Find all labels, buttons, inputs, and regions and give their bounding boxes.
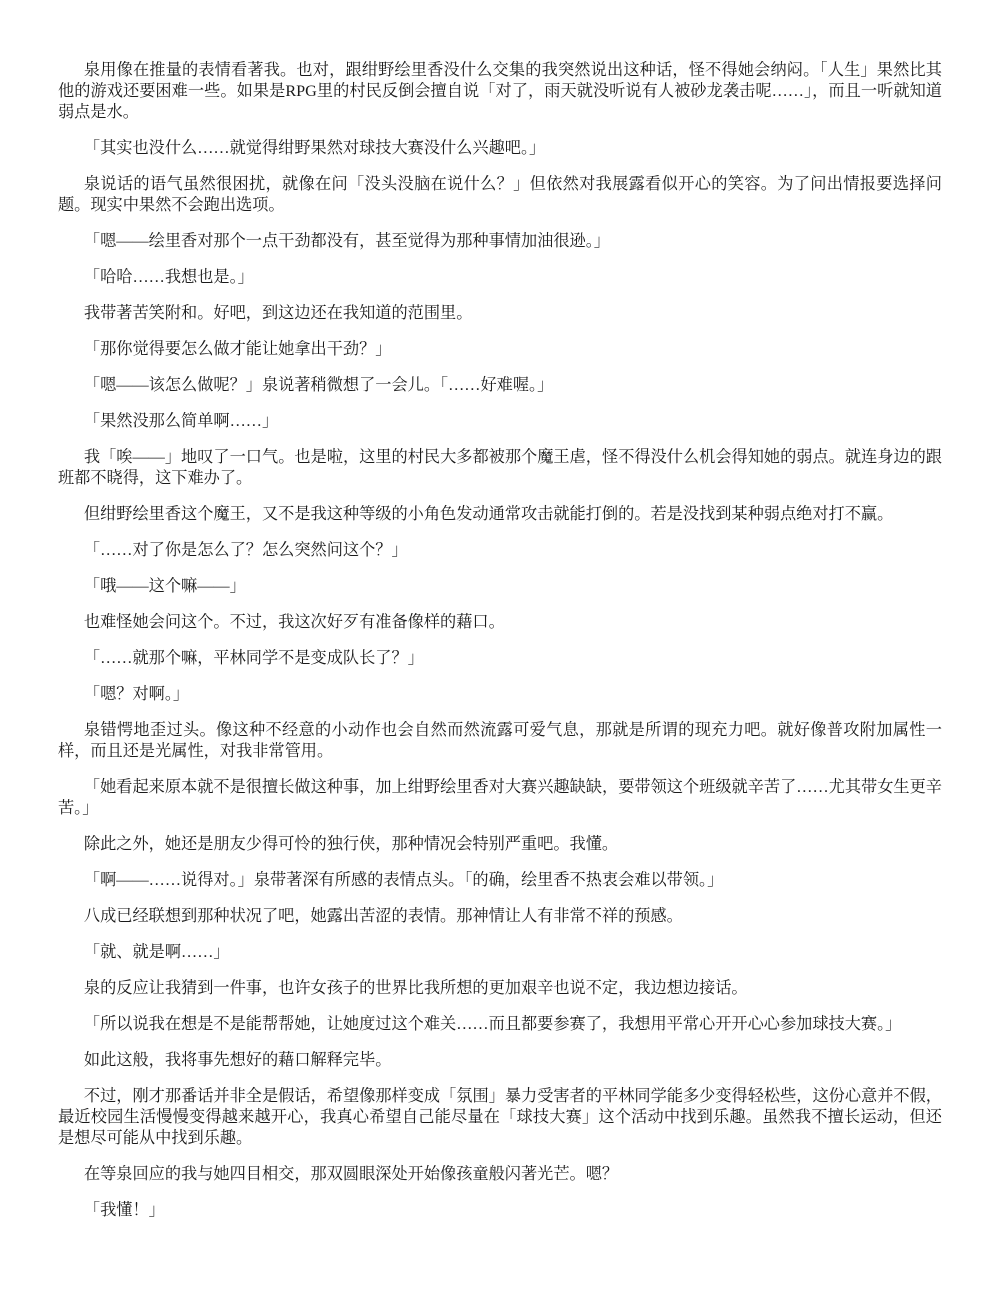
paragraph: 泉的反应让我猜到一件事，也许女孩子的世界比我所想的更加艰辛也说不定，我边想边接话。 [83, 979, 748, 997]
paragraph: 我带著苦笑附和。好吧，到这边还在我知道的范围里。 [83, 304, 473, 322]
paragraph: 泉错愕地歪过头。像这种不经意的小动作也会自然而然流露可爱气息，那就是所谓的现充力吧。就好像普攻附加属性一样，而且还是光属性，对我非常管用。 [58, 721, 942, 760]
paragraph: 八成已经联想到那种状况了吧，她露出苦涩的表情。那神情让人有非常不祥的预感。 [83, 907, 683, 925]
paragraph: 「嗯？对啊。」 [83, 685, 190, 703]
paragraph: 「……对了你是怎么了？怎么突然问这个？」 [83, 541, 408, 559]
paragraph: 「她看起来原本就不是很擅长做这种事，加上绀野绘里香对大赛兴趣缺缺，要带领这个班级就辛苦了……尤其带女生更辛苦。」 [58, 778, 942, 817]
paragraph: 泉用像在推量的表情看著我。也对，跟绀野绘里香没什么交集的我突然说出这种话，怪不得她会纳闷。「人生」果然比其他的游戏还要困难一些。如果是RPG里的村民反倒会擅自说「对了，雨天就没听说有人被砂龙袭击呢……」，而且一听就知道弱点是水。 [58, 61, 942, 121]
paragraph: 不过，刚才那番话并非全是假话，希望像那样变成「氛围」暴力受害者的平林同学能多少变得轻松些，这份心意并不假，最近校园生活慢慢变得越来越开心，我真心希望自己能尽量在「球技大赛」这个活动中找到乐趣。虽然我不擅长运动，但还是想尽可能从中找到乐趣。 [58, 1087, 942, 1147]
paragraph: 「嗯——该怎么做呢？」泉说著稍微想了一会儿。「……好难喔。」 [83, 376, 554, 394]
paragraph: 但绀野绘里香这个魔王，又不是我这种等级的小角色发动通常攻击就能打倒的。若是没找到某种弱点绝对打不赢。 [83, 505, 894, 523]
paragraph: 「所以说我在想是不是能帮帮她，让她度过这个难关……而且都要参赛了，我想用平常心开开心心参加球技大赛。」 [83, 1015, 902, 1033]
paragraph: 如此这般，我将事先想好的藉口解释完毕。 [83, 1051, 392, 1069]
paragraph: 「果然没那么简单啊……」 [83, 412, 279, 430]
paragraph: 我「唉——」地叹了一口气。也是啦，这里的村民大多都被那个魔王虐，怪不得没什么机会得知她的弱点。就连身边的跟班都不晓得，这下难办了。 [58, 448, 942, 487]
paragraph: 「我懂！」 [83, 1201, 165, 1219]
paragraph: 「那你觉得要怎么做才能让她拿出干劲？」 [83, 340, 392, 358]
paragraph: 在等泉回应的我与她四目相交，那双圆眼深处开始像孩童般闪著光芒。嗯？ [83, 1165, 619, 1183]
paragraph: 「其实也没什么……就觉得绀野果然对球技大赛没什么兴趣吧。」 [83, 139, 546, 157]
paragraph: 也难怪她会问这个。不过，我这次好歹有准备像样的藉口。 [83, 613, 505, 631]
paragraph: 「……就那个嘛，平林同学不是变成队长了？」 [83, 649, 424, 667]
paragraph: 「啊——……说得对。」泉带著深有所感的表情点头。「的确，绘里香不热衷会难以带领。」 [83, 871, 724, 889]
paragraph: 泉说话的语气虽然很困扰，就像在问「没头没脑在说什么？」但依然对我展露看似开心的笑容。为了问出情报要选择问题。现实中果然不会跑出选项。 [58, 175, 942, 214]
paragraph: 除此之外，她还是朋友少得可怜的独行侠，那种情况会特别严重吧。我懂。 [83, 835, 619, 853]
paragraph: 「哦——这个嘛——」 [83, 577, 246, 595]
paragraph: 「嗯——绘里香对那个一点干劲都没有，甚至觉得为那种事情加油很逊。」 [83, 232, 610, 250]
paragraph: 「哈哈……我想也是。」 [83, 268, 254, 286]
paragraph: 「就、就是啊……」 [83, 943, 230, 961]
